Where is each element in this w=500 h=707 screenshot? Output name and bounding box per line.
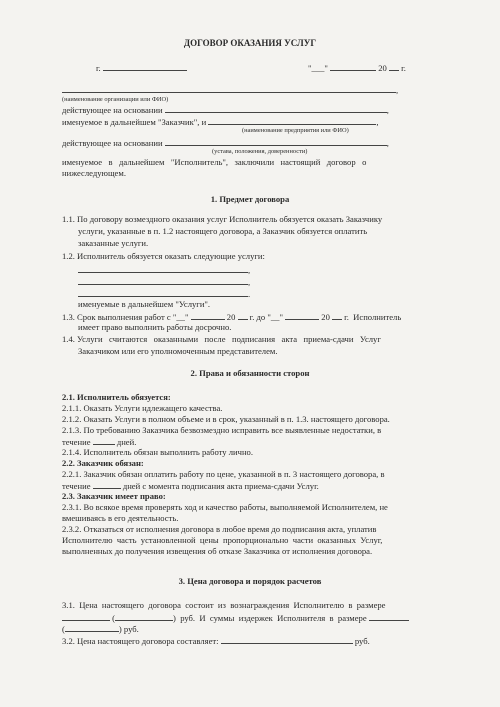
clause-1-3-from: 1.3. Срок выполнения работ с "__" xyxy=(62,312,189,322)
service-blank-2[interactable] xyxy=(78,276,248,285)
section3-title: 3. Цена договора и порядок расчетов xyxy=(178,576,322,586)
hint-enterprise: (наименование предприятия или ФИО) xyxy=(242,127,349,134)
services-named: именуемые в дальнейшем "Услуги". xyxy=(78,299,211,309)
enterprise-blank[interactable] xyxy=(208,116,376,125)
service-blank-1[interactable] xyxy=(78,264,248,273)
named-customer-line: именуемое в дальнейшем "Заказчик", и , xyxy=(62,117,379,127)
clause-2-1-3-line1: 2.1.3. По требованию Заказчика безвозмездно исправить все выявленные недостатки, в xyxy=(62,425,382,435)
clause-3-2-rub: руб. xyxy=(354,636,370,646)
clause-2-3-2-line2: Исполнителю часть установленной цены пропорционально части оказанных Услуг, xyxy=(62,535,383,545)
service-line-1: , xyxy=(78,264,500,276)
clause-2-1-2: 2.1.2. Оказать Услуги в полном объеме и в срок, указанный в п. 1.3. настоящего договора. xyxy=(62,414,390,424)
reward-open-paren: ( xyxy=(112,613,116,623)
org-name-blank[interactable] xyxy=(62,84,396,93)
service-line-2: , xyxy=(78,276,500,288)
clause-2-2-1-line1: 2.2.1. Заказчик обязан оплатить работу по цене, указанной в п. 3 настоящего договора, в xyxy=(62,469,385,479)
clause-2-2-1-days: дней с момента подписания акта приема-сдачи Услуг. xyxy=(122,481,319,491)
pay-days-blank[interactable] xyxy=(93,480,121,489)
clause-3-2 xyxy=(62,635,500,647)
acting-basis-blank[interactable] xyxy=(165,104,387,113)
clause-2-3-1-line1: 2.3.1. Во всякое время проверять ход и качество работы, выполняемой Исполнителем, не xyxy=(62,502,388,512)
service-blank-3[interactable] xyxy=(78,288,248,297)
clause-2-1-3-days: дней. xyxy=(116,437,137,447)
city-prefix: г. xyxy=(96,63,101,73)
heading-2-2: 2.2. Заказчик обязан: xyxy=(62,458,144,468)
start-year-blank[interactable] xyxy=(238,311,248,320)
clause-2-3-2-line1: 2.3.2. Отказаться от исполнения договора в любое время до подписания акта, уплатив xyxy=(62,524,377,534)
named-customer-label: именуемое в дальнейшем "Заказчик", и xyxy=(62,117,207,127)
date-year-suffix: г. xyxy=(401,63,406,73)
service-line-3: . xyxy=(78,288,500,300)
costs-open-paren: ( xyxy=(62,624,65,634)
clause-1-3-executor: г. Исполнитель xyxy=(344,312,402,322)
section2-title: 2. Права и обязанности сторон xyxy=(190,368,310,378)
clause-1-1-line2: услуги, указанные в п. 1.2 настоящего договора, а Заказчик обязуется оплатить xyxy=(78,226,368,236)
acting-basis-2-label: действующее на основании xyxy=(62,138,163,148)
document-title: ДОГОВОР ОКАЗАНИЯ УСЛУГ xyxy=(183,38,317,48)
reward-and-costs: ) руб. И суммы издержек Исполнителя в размере xyxy=(173,613,367,623)
org-name-line: , xyxy=(62,84,500,96)
named-executor-line-2: нижеследующем. xyxy=(62,168,126,178)
end-month-blank[interactable] xyxy=(285,311,319,320)
hint-org: (наименование организации или ФИО) xyxy=(62,96,169,103)
clause-1-1-line3: заказанные услуги. xyxy=(78,238,149,248)
clause-1-1-line1: 1.1. По договору возмездного оказания услуг Исполнитель обязуется оказать Заказчику xyxy=(62,214,383,224)
clause-2-1-1: 2.1.1. Оказать Услуги ндлежащего качества. xyxy=(62,403,223,413)
clause-1-3-year2: 20 xyxy=(321,312,330,322)
acting-basis-label: действующее на основании xyxy=(62,105,163,115)
named-executor-line: именуемое в дальнейшем "Исполнитель", заключили настоящий договор о xyxy=(62,157,367,167)
fix-days-blank[interactable] xyxy=(93,436,115,445)
section1-title: 1. Предмет договора xyxy=(210,194,290,204)
date-month-blank[interactable] xyxy=(330,62,376,71)
date-year-blank[interactable] xyxy=(389,62,399,71)
clause-1-2: 1.2. Исполнитель обязуется оказать следующие услуги: xyxy=(62,251,265,261)
city-blank[interactable] xyxy=(103,62,187,71)
clause-1-3-to: г. до "__" xyxy=(249,312,283,322)
start-month-blank[interactable] xyxy=(191,311,225,320)
clause-1-4-line1: 1.4. Услуги считаются оказанными после подписания акта приема-сдачи Услуг xyxy=(62,334,381,344)
clause-2-3-2-line3: выполненных до получения извещения об отказе Заказчика от исполнения договора. xyxy=(62,546,373,556)
clause-2-1-3-within: течение xyxy=(62,437,91,447)
date-day: "___" xyxy=(308,63,328,73)
clause-2-3-1-line2: вмешиваясь в его деятельность. xyxy=(62,513,179,523)
costs-amount-blank[interactable] xyxy=(369,612,409,621)
costs-rub: ) руб. xyxy=(118,624,139,634)
reward-words-blank[interactable] xyxy=(115,612,173,621)
date-year-prefix: 20 xyxy=(378,63,387,73)
end-year-blank[interactable] xyxy=(332,311,342,320)
hint-charter: (устава, положения, доверенности) xyxy=(212,148,308,155)
clause-1-3-year1: 20 xyxy=(226,312,236,322)
clause-3-1-line1: 3.1. Цена настоящего договора состоит из вознаграждения Исполнителю в размере xyxy=(62,600,386,610)
clause-2-2-1-within: течение xyxy=(62,481,91,491)
clause-1-3-line2: имеет право выполнить работы досрочно. xyxy=(78,322,232,332)
heading-2-1: 2.1. Исполнитель обязуется: xyxy=(62,392,171,402)
acting-basis-2-line: действующее на основании , xyxy=(62,138,389,148)
date-line xyxy=(308,62,500,74)
clause-1-4-line2: Заказчиком или его уполномоченным представителем. xyxy=(78,346,278,356)
clause-2-1-4: 2.1.4. Исполнитель обязан выполнить работу лично. xyxy=(62,447,253,457)
total-price-blank[interactable] xyxy=(221,635,353,644)
reward-amount-blank[interactable] xyxy=(62,612,110,621)
heading-2-3: 2.3. Заказчик имеет право: xyxy=(62,491,166,501)
clause-3-2-label: 3.2. Цена настоящего договора составляет: xyxy=(62,636,219,646)
clause-3-1-line3 xyxy=(62,623,500,635)
acting-basis-line: действующее на основании , xyxy=(62,105,389,115)
acting-basis-2-blank[interactable] xyxy=(165,137,387,146)
costs-words-blank[interactable] xyxy=(65,623,119,632)
